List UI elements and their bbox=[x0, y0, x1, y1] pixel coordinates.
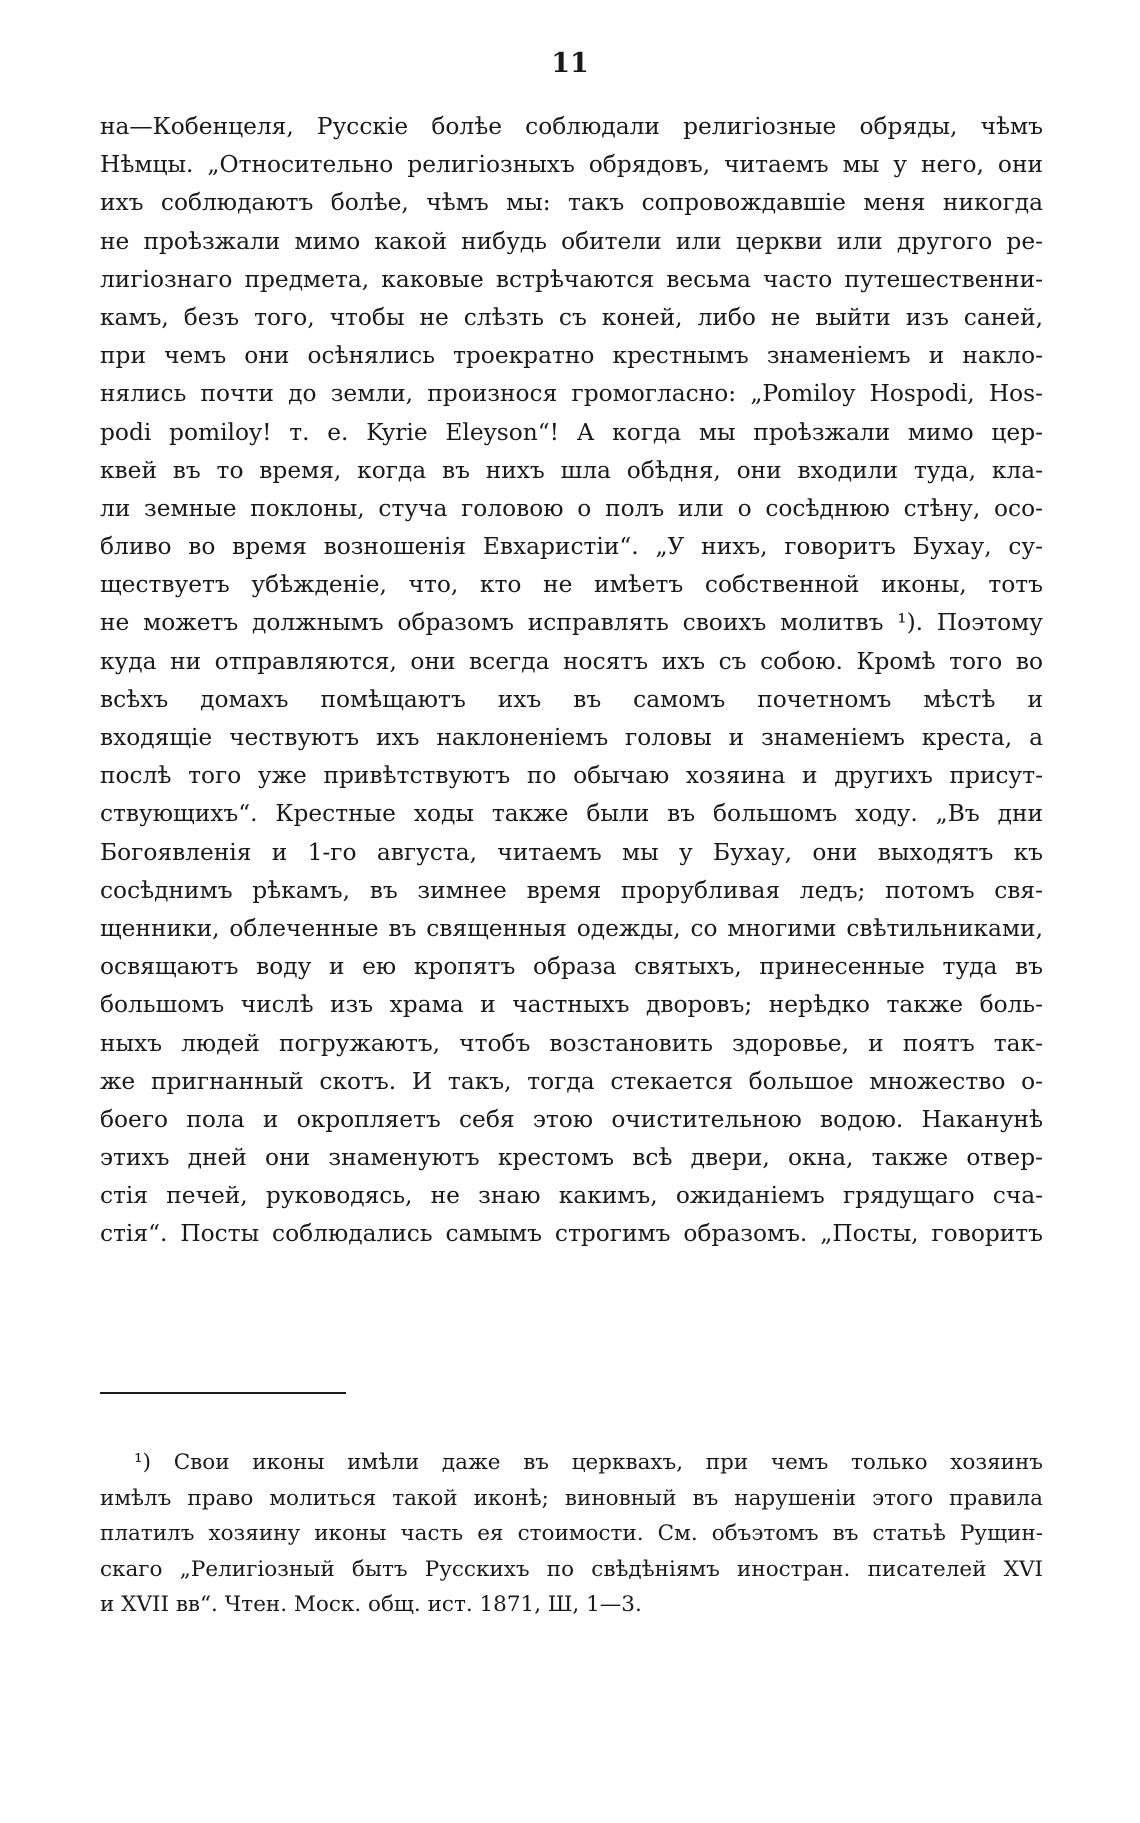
text-line: нялись почти до земли, произнося громогласно: „Pomiloy Hospodi, Hos- bbox=[100, 380, 1043, 408]
text-line: куда ни отправляются, они всегда носятъ ихъ съ собою. Кромѣ того во bbox=[100, 647, 1043, 675]
text-line: ныхъ людей погружаютъ, чтобъ возстановить здоровье, и поятъ так- bbox=[100, 1029, 1043, 1057]
text-line: боего пола и окропляетъ себя этою очистительною водою. Наканунѣ bbox=[100, 1105, 1043, 1133]
text-line: на—Кобенцеля, Русскіе болѣе соблюдали религіозные обряды, чѣмъ bbox=[100, 113, 1043, 140]
text-line: Богоявленія и 1-го августа, читаемъ мы у Бухау, они выходятъ къ bbox=[100, 838, 1043, 866]
text-line: бливо во время возношенія Евхаристіи“. „У нихъ, говоритъ Бухау, су- bbox=[100, 533, 1043, 561]
text-line: большомъ числѣ изъ храма и частныхъ дворовъ; нерѣдко также боль- bbox=[100, 991, 1043, 1019]
text-line: камъ, безъ того, чтобы не слѣзть съ коней, либо не выйти изъ саней, bbox=[100, 303, 1043, 331]
text-line: же пригнанный скотъ. И такъ, тогда стекается большое множество о- bbox=[100, 1067, 1043, 1095]
text-line: ствующихъ“. Крестные ходы также были въ большомъ ходу. „Въ дни bbox=[100, 800, 1043, 828]
text-line: квей въ то время, когда въ нихъ шла обѣдня, они входили туда, кла- bbox=[100, 456, 1043, 484]
text-line: всѣхъ домахъ помѣщаютъ ихъ въ самомъ почетномъ мѣстѣ и bbox=[100, 685, 1043, 713]
text-line: освящаютъ воду и ею кропятъ образа святыхъ, принесенные туда въ bbox=[100, 953, 1043, 981]
text-line: при чемъ они осѣнялись троекратно крестнымъ знаменіемъ и накло- bbox=[100, 342, 1043, 370]
text-line: ихъ соблюдаютъ болѣе, чѣмъ мы: такъ сопровождавшіе меня никогда bbox=[100, 189, 1043, 217]
page-number: 11 bbox=[551, 48, 589, 79]
footnote-line: ¹) Свои иконы имѣли даже въ церквахъ, при чемъ только хозяинъ bbox=[134, 1450, 1043, 1475]
text-line: не проѣзжали мимо какой нибудь обители или церкви или другого ре- bbox=[100, 227, 1043, 255]
footnote-divider bbox=[100, 1392, 346, 1394]
text-line: ществуетъ убѣжденіе, что, кто не имѣетъ собственной иконы, тотъ bbox=[100, 571, 1043, 599]
footnote-line: и XVII вв“. Чтен. Моск. общ. ист. 1871, Ш, 1—3. bbox=[100, 1592, 642, 1617]
main-text bbox=[100, 108, 1043, 1254]
text-line: стія печей, руководясь, не знаю какимъ, ожиданіемъ грядущаго сча- bbox=[100, 1182, 1043, 1210]
text-line: podi pomiloy! т. е. Kyrie Eleyson“! А когда мы проѣзжали мимо цер- bbox=[100, 418, 1043, 446]
footnotes bbox=[100, 1445, 1043, 1623]
text-line: сосѣднимъ рѣкамъ, въ зимнее время прорубливая ледъ; потомъ свя- bbox=[100, 876, 1043, 904]
text-line: этихъ дней они знаменуютъ крестомъ всѣ двери, окна, также отвер- bbox=[100, 1144, 1043, 1172]
footnote-line: платилъ хозяину иконы часть ея стоимости. См. объэтомъ въ статьѣ Рущин- bbox=[100, 1521, 1043, 1546]
footnote-line: скаго „Религіозный бытъ Русскихъ по свѣдѣніямъ иностран. писателей XVI bbox=[100, 1556, 1043, 1582]
text-line: щенники, облеченные въ священныя одежды, со многими свѣтильниками, bbox=[100, 914, 1043, 942]
text-line: стія“. Посты соблюдались самымъ строгимъ образомъ. „Посты, говоритъ bbox=[100, 1220, 1043, 1248]
footnote-line: имѣлъ право молиться такой иконѣ; виновный въ нарушеніи этого правила bbox=[100, 1485, 1043, 1511]
text-line: Нѣмцы. „Относительно религіозныхъ обрядовъ, читаемъ мы у него, они bbox=[100, 151, 1043, 179]
text-line: входящіе чествуютъ ихъ наклоненіемъ головы и знаменіемъ креста, а bbox=[100, 724, 1043, 751]
text-line: послѣ того уже привѣтствуютъ по обычаю хозяина и другихъ присут- bbox=[100, 762, 1043, 790]
text-line: не можетъ должнымъ образомъ исправлять своихъ молитвъ ¹). Поэтому bbox=[100, 609, 1043, 637]
text-line: лигіознаго предмета, каковые встрѣчаются весьма часто путешественни- bbox=[100, 265, 1043, 293]
text-line: ли земные поклоны, стуча головою о полъ или о сосѣднюю стѣну, осо- bbox=[100, 494, 1043, 522]
